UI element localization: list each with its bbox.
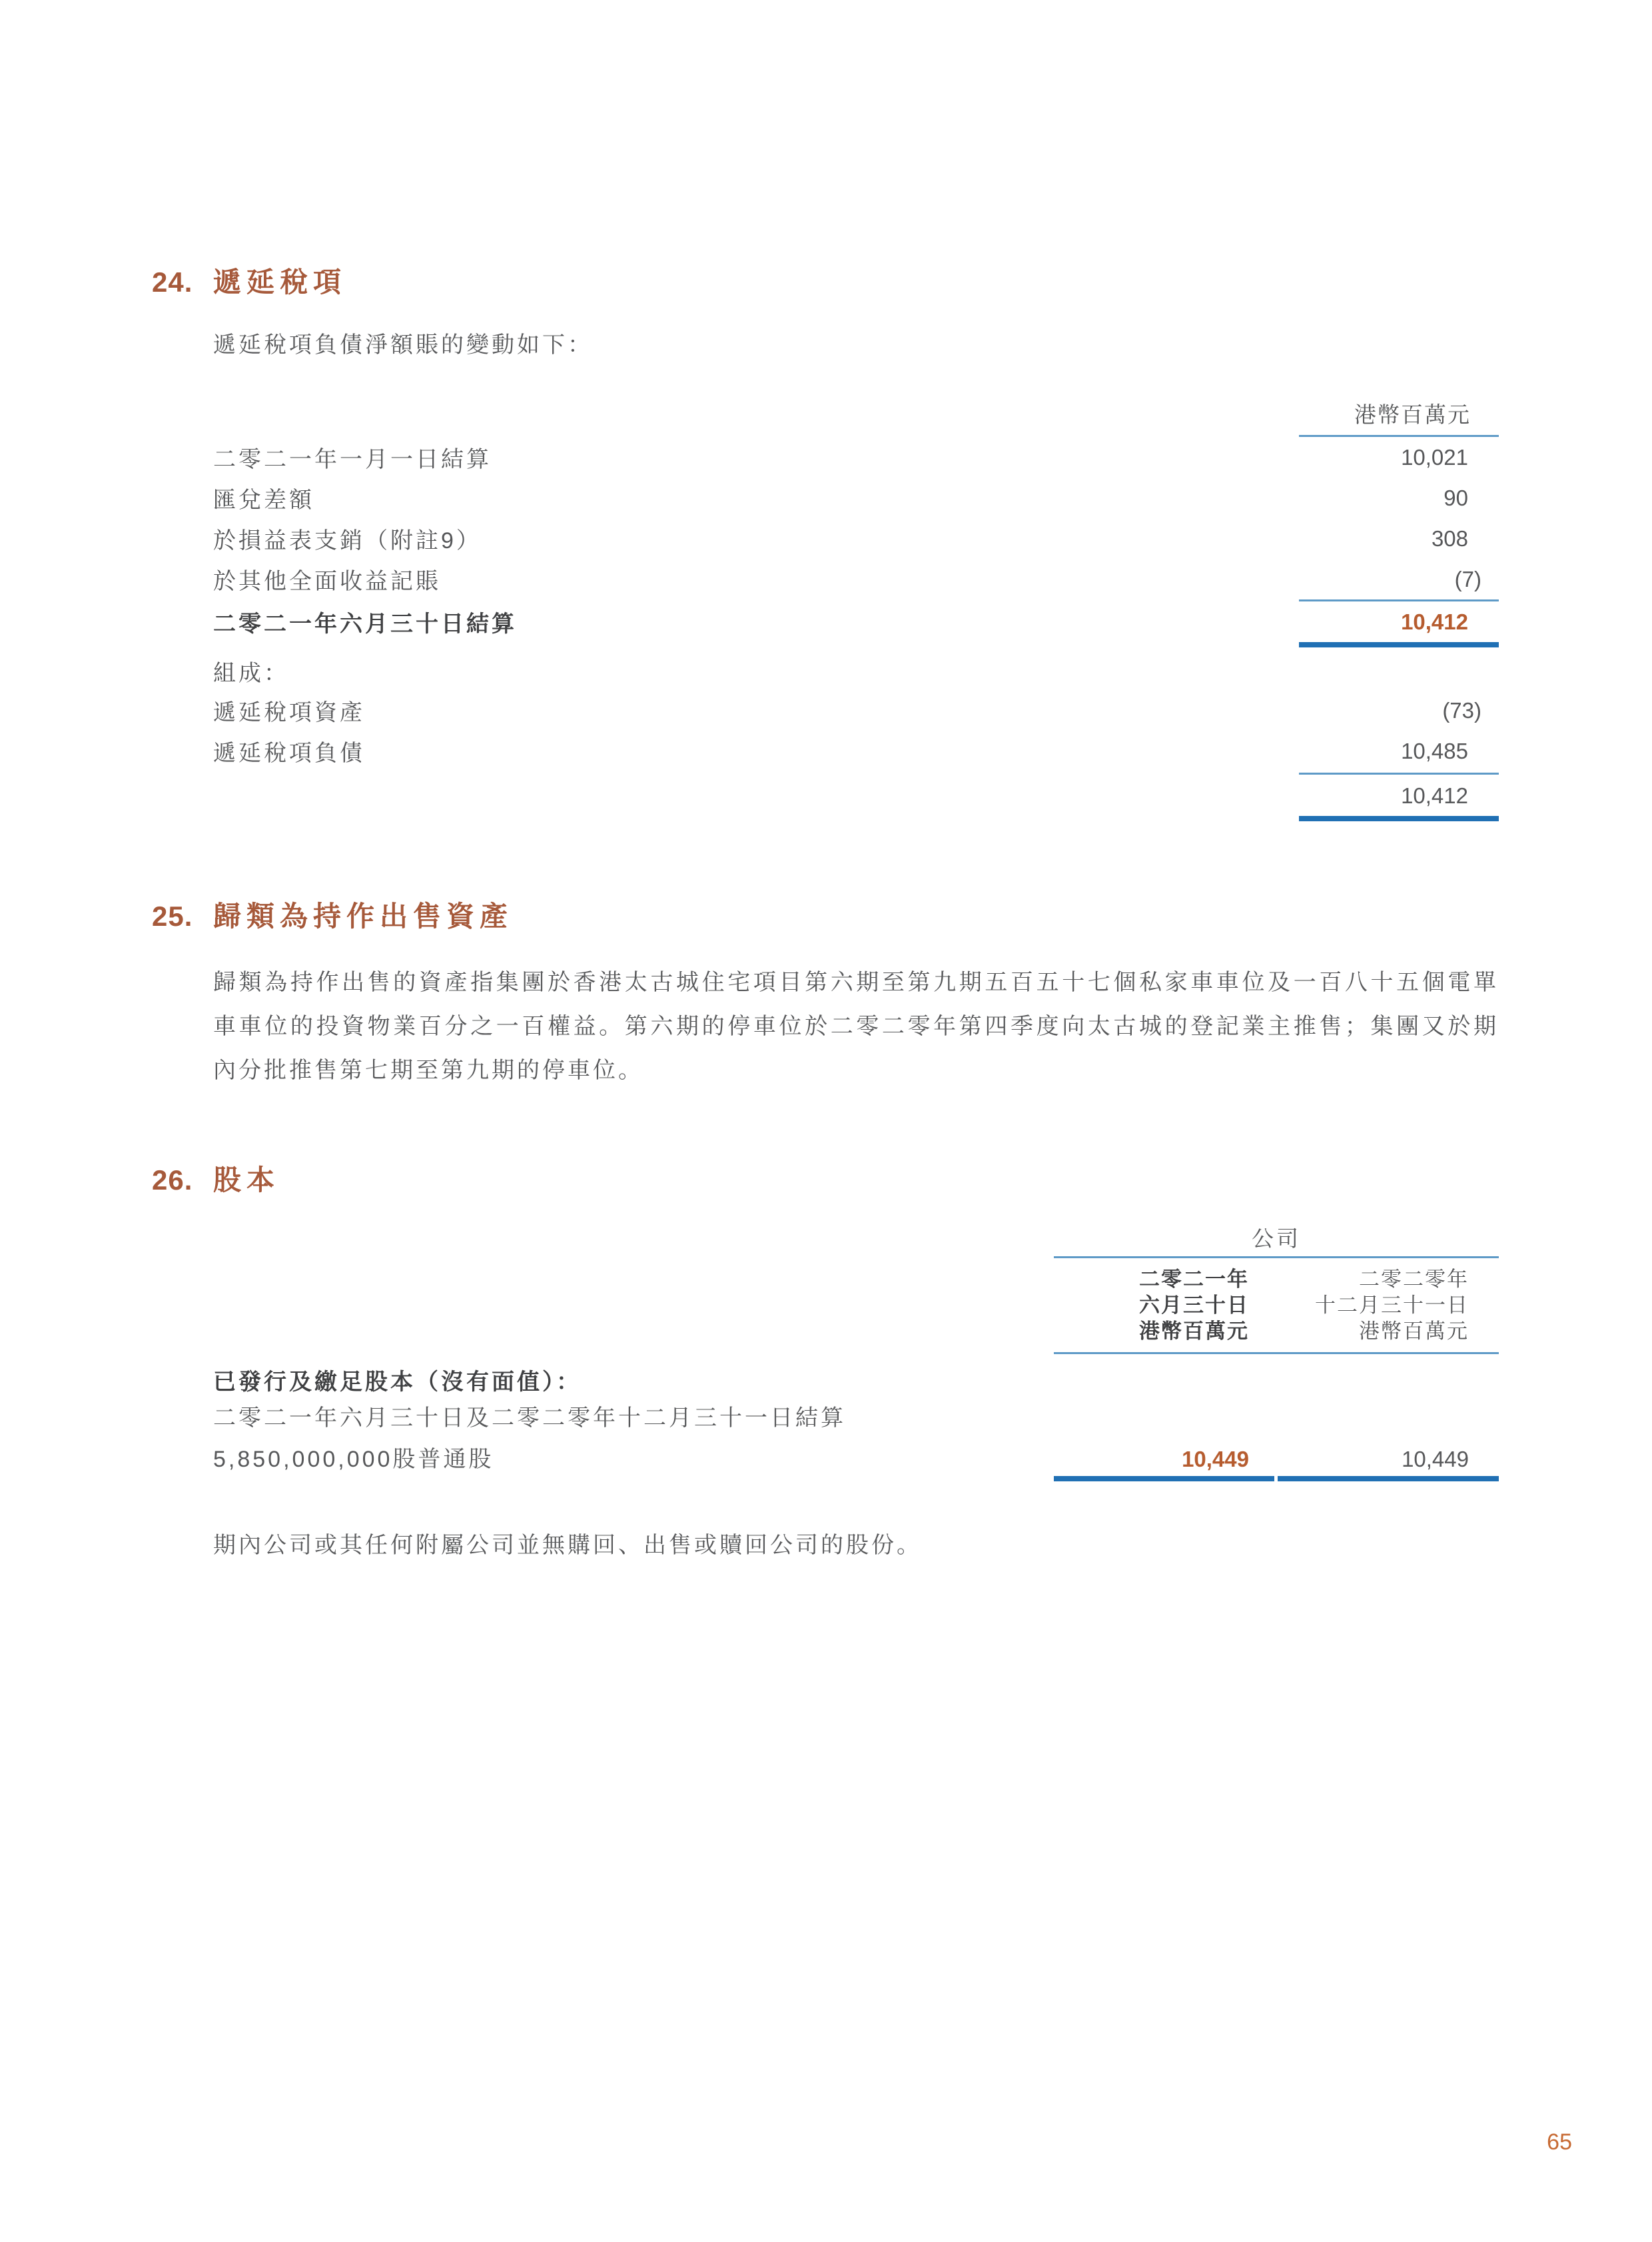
column-header-line: 十二月三十一日	[1315, 1294, 1469, 1317]
section-26-title: 股本	[213, 1164, 280, 1196]
row-label: 遞延稅項負債	[213, 741, 365, 766]
row-label: 遞延稅項資產	[213, 700, 365, 725]
value-2021: 10,449	[1182, 1447, 1249, 1471]
section-25-title: 歸類為持作出售資產	[213, 901, 514, 932]
column-header-line: 六月三十日	[1139, 1294, 1249, 1317]
row-label: 5,850,000,000股普通股	[213, 1447, 494, 1472]
row-label: 二零二一年六月三十日結算	[213, 611, 517, 637]
row-label: 組成：	[213, 660, 289, 686]
section-24-intro: 遞延稅項負債淨額賬的變動如下：	[213, 332, 593, 358]
value-2020: 10,449	[1402, 1447, 1469, 1471]
table-row-grand-total	[213, 776, 1499, 816]
group-header-company: 公司	[1252, 1226, 1301, 1251]
rule-thick	[1278, 1476, 1499, 1481]
deferred-tax-table	[213, 402, 1499, 821]
table-row	[213, 651, 1499, 690]
table-row	[213, 1369, 1499, 1395]
table-row-total	[213, 601, 1499, 642]
row-heading: 已發行及繳足股本（沒有面值）：	[213, 1369, 582, 1395]
table-row	[213, 518, 1499, 559]
column-header-line: 二零二零年	[1359, 1268, 1469, 1291]
table-row	[213, 478, 1499, 518]
section-deferred-tax	[152, 266, 1499, 821]
table-row	[213, 437, 1499, 478]
rule-thick	[1299, 816, 1499, 821]
row-label: 於損益表支銷（附註9）	[213, 528, 482, 554]
share-capital-table-header	[1054, 1226, 1499, 1354]
column-header-line: 港幣百萬元	[1359, 1319, 1469, 1343]
section-26-footnote: 期內公司或其任何附屬公司並無購回、出售或贖回公司的股份。	[213, 1533, 922, 1558]
section-24-heading	[152, 266, 1499, 298]
section-share-capital	[152, 1164, 1499, 1559]
row-value: 10,485	[1401, 738, 1468, 763]
row-label: 於其他全面收益記賬	[213, 569, 441, 594]
row-value: 308	[1431, 526, 1468, 551]
row-label: 匯兌差額	[213, 488, 314, 513]
column-header-line: 二零二一年	[1139, 1268, 1249, 1291]
column-header-line: 港幣百萬元	[1139, 1319, 1249, 1343]
column-header-2020	[1278, 1266, 1499, 1344]
table-row	[213, 1405, 1499, 1431]
rule-thin	[1299, 773, 1499, 775]
page-number: 65	[1547, 2129, 1572, 2155]
bottom-rules	[1054, 1476, 1499, 1481]
row-value: (73)	[1442, 697, 1481, 723]
section-25-heading	[152, 901, 1499, 933]
rule-thick	[1299, 642, 1499, 647]
column-header-2021	[1054, 1266, 1274, 1344]
row-value: 10,412	[1401, 609, 1468, 634]
table-row	[213, 690, 1499, 731]
section-24-title: 遞延稅項	[213, 266, 347, 298]
row-subheading: 二零二一年六月三十日及二零二零年十二月三十一日結算	[213, 1405, 846, 1431]
row-value: 10,021	[1401, 444, 1468, 470]
section-26-number: 26.	[152, 1164, 193, 1196]
table-row	[213, 559, 1499, 599]
section-25-paragraph: 歸類為持作出售的資產指集團於香港太古城住宅項目第六期至第九期五百五十七個私家車車位及一百八十五個電單車車位的投資物業百分之一百權益。第六期的停車位於二零二零年第四季度向太古城的登記業主推售；集團又於期內分批推售第七期至第九期的停車位。	[213, 970, 1499, 1083]
row-label: 二零二一年一月一日結算	[213, 447, 492, 472]
section-assets-held-for-sale	[152, 901, 1499, 1092]
row-value: 90	[1444, 485, 1468, 510]
section-24-number: 24.	[152, 266, 193, 298]
column-headers	[1054, 1258, 1499, 1344]
section-26-heading	[152, 1164, 1499, 1196]
rule-thin	[1054, 1352, 1499, 1354]
row-value: 10,412	[1401, 783, 1468, 808]
table-row	[213, 731, 1499, 771]
unit-header: 港幣百萬元	[1354, 402, 1471, 427]
row-value: (7)	[1454, 566, 1481, 591]
section-25-number: 25.	[152, 901, 193, 932]
rule-thick	[1054, 1476, 1274, 1481]
table-row-shares	[213, 1446, 1499, 1473]
